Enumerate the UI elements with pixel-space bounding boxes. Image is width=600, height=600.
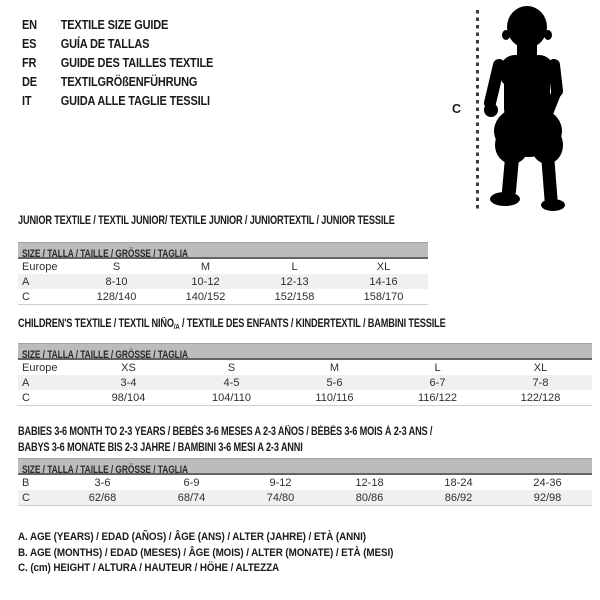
table-row bbox=[18, 475, 592, 490]
size-cell: S bbox=[112, 260, 121, 273]
language-code: IT bbox=[22, 93, 32, 108]
size-cell: XL bbox=[376, 260, 391, 273]
table-row bbox=[18, 274, 428, 289]
size-cell: 68/74 bbox=[177, 491, 206, 504]
row-label: C bbox=[22, 391, 30, 404]
legend-notes bbox=[18, 530, 393, 577]
size-cell: 86/92 bbox=[444, 491, 473, 504]
size-cell: 12-13 bbox=[280, 275, 309, 288]
size-cell: XS bbox=[121, 361, 136, 374]
row-label: B bbox=[22, 476, 30, 489]
language-title: GUÍA DE TALLAS bbox=[60, 36, 150, 51]
legend-note-b: B. AGE (MONTHS) / EDAD (MESES) / ÂGE (MOIS) / ALTER (MONATE) / ETÀ (MESI) bbox=[18, 546, 394, 559]
size-bar-label: SIZE / TALLA / TAILLE / GRÖSSE / TAGLIA bbox=[22, 349, 189, 360]
table-row bbox=[18, 289, 428, 304]
language-row bbox=[22, 15, 213, 34]
language-code: ES bbox=[22, 36, 37, 51]
babies-table-heading bbox=[18, 424, 432, 456]
size-cell: 8-10 bbox=[105, 275, 128, 288]
language-title: TEXTILGRÖßENFÜHRUNG bbox=[60, 74, 198, 89]
language-code: DE bbox=[22, 74, 37, 89]
language-title: TEXTILE SIZE GUIDE bbox=[60, 17, 169, 32]
table-row bbox=[18, 259, 428, 274]
size-cell: L bbox=[434, 361, 441, 374]
table-row bbox=[18, 360, 592, 375]
heading-line: BABYS 3-6 MONATE BIS 2-3 JAHRE / BAMBINI 3-6 MESI A 2-3 ANNI bbox=[18, 442, 303, 454]
size-cell: M bbox=[200, 260, 211, 273]
heading-text: / TEXTILE DES ENFANTS / KINDERTEXTIL / BAMBINI TESSILE bbox=[179, 318, 446, 330]
size-cell: 122/128 bbox=[520, 391, 561, 404]
size-cell: 18-24 bbox=[444, 476, 473, 489]
size-cell: 3-6 bbox=[94, 476, 111, 489]
language-row bbox=[22, 53, 213, 72]
size-cell: 6-9 bbox=[183, 476, 200, 489]
size-cell: 5-6 bbox=[326, 376, 343, 389]
size-cell: 104/110 bbox=[212, 391, 251, 404]
heading-line: BABIES 3-6 MONTH TO 2-3 YEARS / BEBÉS 3-6 MESES A 2-3 AÑOS / BÉBÉS 3-6 MOIS À 2-3 ANS / bbox=[18, 426, 433, 438]
size-cell: 10-12 bbox=[191, 275, 220, 288]
size-cell: 98/104 bbox=[111, 391, 146, 404]
size-cell: 3-4 bbox=[120, 376, 137, 389]
size-cell: 74/80 bbox=[266, 491, 295, 504]
row-label: A bbox=[22, 275, 30, 288]
size-cell: 152/158 bbox=[274, 290, 315, 303]
size-cell: 62/68 bbox=[88, 491, 117, 504]
language-code: FR bbox=[22, 55, 37, 70]
children-table-heading bbox=[18, 318, 446, 331]
size-bar bbox=[18, 458, 592, 475]
language-row bbox=[22, 72, 213, 91]
height-measure-label: C bbox=[452, 102, 462, 116]
language-title: GUIDE DES TAILLES TEXTILE bbox=[60, 55, 214, 70]
size-bar bbox=[18, 343, 592, 360]
size-bar-label: SIZE / TALLA / TAILLE / GRÖSSE / TAGLIA bbox=[22, 464, 189, 475]
size-bar bbox=[18, 242, 428, 259]
junior-size-table bbox=[18, 242, 428, 305]
row-label: C bbox=[22, 290, 30, 303]
size-bar-label: SIZE / TALLA / TAILLE / GRÖSSE / TAGLIA bbox=[22, 248, 189, 259]
children-size-table bbox=[18, 343, 592, 406]
size-cell: 24-36 bbox=[533, 476, 562, 489]
language-title: GUIDA ALLE TAGLIE TESSILI bbox=[60, 93, 210, 108]
row-label: Europe bbox=[22, 361, 58, 374]
row-label: C bbox=[22, 491, 30, 504]
heading-text: CHILDREN'S TEXTILE / TEXTIL NIÑO bbox=[18, 318, 174, 330]
size-cell: L bbox=[291, 260, 298, 273]
junior-table-heading: JUNIOR TEXTILE / TEXTIL JUNIOR/ TEXTILE JUNIOR / JUNIORTEXTIL / JUNIOR TESSILE bbox=[18, 215, 395, 227]
heading-subscript: /A bbox=[173, 322, 180, 331]
size-cell: S bbox=[227, 361, 236, 374]
size-cell: 4-5 bbox=[223, 376, 240, 389]
size-cell: 14-16 bbox=[369, 275, 398, 288]
size-cell: XL bbox=[533, 361, 548, 374]
size-cell: 116/122 bbox=[418, 391, 457, 404]
size-cell: M bbox=[329, 361, 340, 374]
row-label: A bbox=[22, 376, 30, 389]
table-row bbox=[18, 490, 592, 505]
size-cell: 80/86 bbox=[355, 491, 384, 504]
language-code: EN bbox=[22, 17, 37, 32]
size-cell: 9-12 bbox=[269, 476, 292, 489]
language-title-list bbox=[22, 15, 239, 110]
row-label: Europe bbox=[22, 260, 58, 273]
size-cell: 7-8 bbox=[532, 376, 549, 389]
table-row bbox=[18, 375, 592, 390]
legend-note-c: C. (cm) HEIGHT / ALTURA / HAUTEUR / HÖHE / ALTEZZA bbox=[18, 562, 280, 574]
toddler-silhouette-icon bbox=[484, 3, 584, 213]
legend-note-a: A. AGE (YEARS) / EDAD (AÑOS) / ÂGE (ANS) / ALTER (JAHRE) / ETÀ (ANNI) bbox=[18, 531, 366, 543]
table-row bbox=[18, 390, 592, 405]
size-cell: 140/152 bbox=[185, 290, 226, 303]
babies-size-table bbox=[18, 458, 592, 506]
language-row bbox=[22, 34, 213, 53]
size-cell: 12-18 bbox=[355, 476, 384, 489]
size-cell: 6-7 bbox=[429, 376, 446, 389]
size-cell: 158/170 bbox=[363, 290, 404, 303]
height-measure-dashed-line bbox=[476, 10, 479, 212]
size-cell: 92/98 bbox=[533, 491, 562, 504]
language-row bbox=[22, 91, 213, 110]
size-cell: 128/140 bbox=[96, 290, 137, 303]
size-cell: 110/116 bbox=[315, 391, 354, 404]
